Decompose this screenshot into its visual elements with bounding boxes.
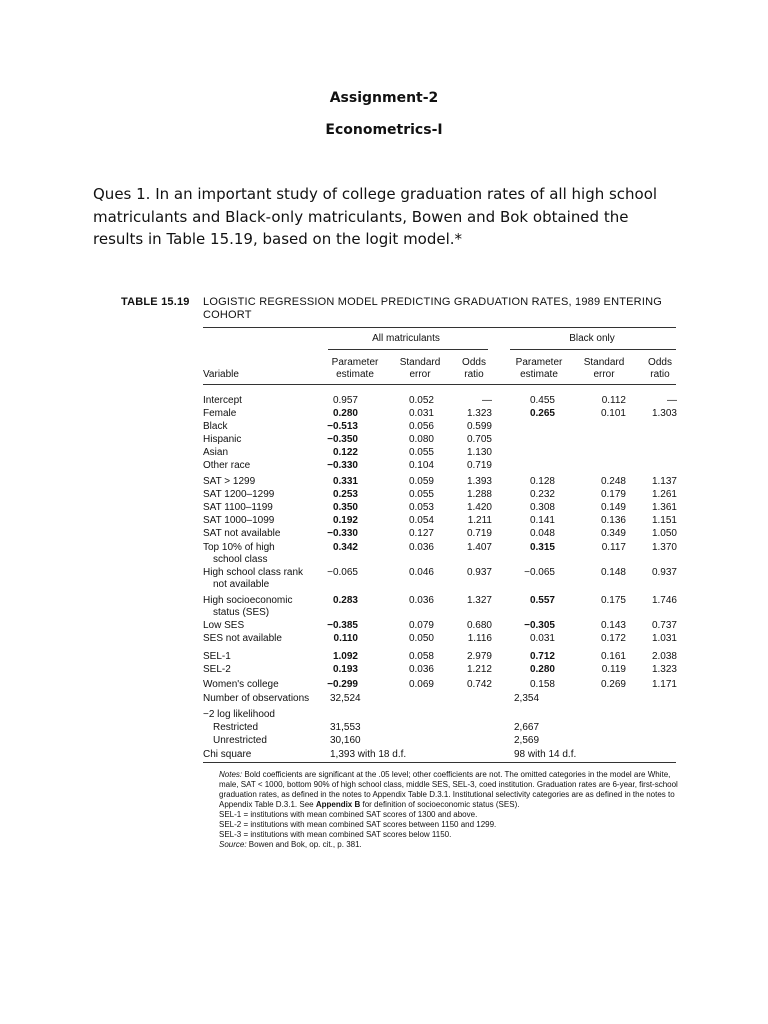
cell-se-black: 0.148 [600, 567, 626, 578]
notes-tail: for definition of socioeconomic status (SES). [360, 800, 520, 809]
cell-se-black: 0.172 [600, 633, 626, 644]
cell-odds-black: 1.370 [651, 542, 677, 553]
cell-param-all: −0.513 [327, 421, 358, 432]
col-header-param-all: Parameter estimate [331, 357, 379, 380]
cell-param-black: 0.557 [529, 595, 555, 606]
cell-param-all: 0.331 [332, 476, 358, 487]
cell-se-all: 0.059 [408, 476, 434, 487]
cell-variable: SAT > 1299 [203, 476, 256, 487]
cell-odds-all: 1.130 [466, 447, 492, 458]
cell-odds-black: 1.323 [651, 664, 677, 675]
cell-se-all: 0.127 [408, 528, 434, 539]
cell-odds-black: 1.361 [651, 502, 677, 513]
assignment-title: Assignment-2 [329, 90, 439, 106]
table-label: TABLE 15.19 [121, 296, 190, 308]
cell-se-all: 0.036 [408, 664, 434, 675]
cell-variable: SAT not available [203, 528, 281, 539]
source-label: Source: [219, 840, 247, 849]
cell-variable: Top 10% of high [203, 542, 275, 553]
cell-se-all: 0.031 [408, 408, 434, 419]
cell-se-black: 0.269 [600, 679, 626, 690]
cell-odds-black: 2.038 [651, 651, 677, 662]
group-all-matriculants: All matriculants [372, 333, 440, 344]
cell-se-black: 0.149 [600, 502, 626, 513]
cell-param-all: 0.122 [332, 447, 358, 458]
cell-variable: Restricted [213, 722, 259, 733]
col-header-param-black: Parameter estimate [515, 357, 563, 380]
cell-se-black: 0.112 [601, 395, 626, 406]
cell-odds-all: — [482, 395, 492, 406]
cell-se-all: 0.050 [408, 633, 434, 644]
cell-param-black: 2,354 [514, 693, 540, 704]
note-sel2: SEL-2 = institutions with mean combined SAT scores between 1150 and 1299. [219, 820, 497, 829]
cell-variable: Number of observations [203, 693, 310, 704]
cell-se-all: 0.055 [408, 447, 434, 458]
cell-param-black: −0.065 [524, 567, 555, 578]
cell-variable: Unrestricted [213, 735, 267, 746]
col-header-odds-black: Odds ratio [648, 357, 672, 380]
cell-odds-black: 1.303 [651, 408, 677, 419]
cell-param-black: 0.280 [529, 664, 555, 675]
table-notes [203, 770, 683, 850]
cell-odds-all: 0.937 [466, 567, 492, 578]
cell-odds-black: 1.137 [651, 476, 677, 487]
cell-param-black: 0.158 [529, 679, 555, 690]
cell-variable: Female [203, 408, 237, 419]
cell-se-all: 0.056 [408, 421, 434, 432]
cell-odds-all: 1.393 [466, 476, 492, 487]
cell-param-all: 0.350 [332, 502, 358, 513]
col-header-odds-all: Odds ratio [462, 357, 486, 380]
cell-odds-all: 0.599 [466, 421, 492, 432]
cell-se-black: 0.119 [601, 664, 626, 675]
cell-param-black: 0.308 [529, 502, 555, 513]
cell-variable: Black [203, 421, 228, 432]
cell-param-black: 0.232 [529, 489, 555, 500]
cell-param-all: 0.253 [332, 489, 358, 500]
cell-variable: Intercept [203, 395, 242, 406]
cell-odds-black: 1.031 [651, 633, 677, 644]
cell-odds-black: 1.171 [651, 679, 677, 690]
cell-param-all: 0.957 [332, 395, 358, 406]
cell-param-black: 0.455 [529, 395, 555, 406]
cell-se-all: 0.069 [408, 679, 434, 690]
cell-variable: SAT 1100–1199 [203, 502, 273, 513]
cell-param-all: 0.280 [332, 408, 358, 419]
cell-se-black: 0.117 [601, 542, 626, 553]
col-header-se-all: Standard error [399, 357, 441, 380]
source-text: Bowen and Bok, op. cit., p. 381. [246, 840, 362, 849]
cell-param-all: −0.330 [327, 460, 358, 471]
cell-variable: High socioeconomic [203, 595, 293, 606]
cell-variable: Women's college [203, 679, 279, 690]
notes-text: Bold coefficients are significant at the .05 level; other coefficients are not. The omitted categories in the model are White, male, SAT < 1000, bottom 90% of high school class, middle SES, SEL-3, coed institution. Graduation rates are 6-year, first-school graduation rates, as defined in the notes to Appendix Table D.3.1. Institutional selectivity categories are as defined in the notes to Appendix Table D.3.1. See [219, 770, 678, 809]
table-title: LOGISTIC REGRESSION MODEL PREDICTING GRADUATION RATES, 1989 ENTERING COHORT [203, 296, 662, 321]
cell-se-all: 0.046 [408, 567, 434, 578]
cell-variable: High school class rank [203, 567, 304, 578]
cell-odds-all: 1.407 [466, 542, 492, 553]
cell-odds-all: 2.979 [466, 651, 492, 662]
cell-se-black: 0.136 [600, 515, 626, 526]
cell-variable-continued: not available [213, 579, 270, 590]
cell-param-black: 0.141 [529, 515, 555, 526]
cell-param-all: −0.299 [327, 679, 358, 690]
cell-odds-all: 0.719 [466, 460, 492, 471]
cell-odds-all: 1.323 [466, 408, 492, 419]
cell-se-all: 0.104 [408, 460, 434, 471]
cell-odds-all: 1.288 [466, 489, 492, 500]
cell-variable: SEL-2 [203, 664, 231, 675]
cell-variable: Hispanic [203, 434, 242, 445]
note-sel1: SEL-1 = institutions with mean combined SAT scores of 1300 and above. [219, 810, 478, 819]
cell-odds-all: 0.742 [466, 679, 492, 690]
cell-param-all: 0.193 [332, 664, 358, 675]
cell-odds-black: — [667, 395, 677, 406]
cell-param-black: 0.128 [529, 476, 555, 487]
header-bottom-rule [203, 384, 676, 385]
cell-se-all: 0.036 [408, 542, 434, 553]
cell-odds-black: 0.937 [651, 567, 677, 578]
question-text: Ques 1. In an important study of college graduation rates of all high school matriculants and Black-only matriculants, Bowen and Bok obtained the results in Table 15.19, based on the logit model.* [93, 185, 658, 248]
course-title: Econometrics-I [325, 122, 443, 138]
cell-variable: Other race [203, 460, 251, 471]
cell-param-all: 1.092 [332, 651, 358, 662]
cell-variable: SES not available [203, 633, 282, 644]
cell-se-black: 0.349 [600, 528, 626, 539]
group-black-rule [510, 349, 676, 350]
cell-param-all: −0.385 [327, 620, 358, 631]
cell-param-black: 0.712 [529, 651, 555, 662]
cell-se-all: 0.053 [408, 502, 434, 513]
cell-param-black: 2,667 [514, 722, 540, 733]
table-bottom-rule [203, 762, 676, 763]
cell-se-all: 0.052 [408, 395, 434, 406]
cell-se-all: 0.058 [408, 651, 434, 662]
cell-param-all: 32,524 [330, 693, 361, 704]
cell-odds-black: 1.261 [651, 489, 677, 500]
cell-param-all: 0.192 [332, 515, 358, 526]
col-header-variable: Variable [203, 369, 239, 380]
cell-se-black: 0.248 [600, 476, 626, 487]
cell-param-all: 31,553 [330, 722, 361, 733]
cell-odds-all: 0.719 [466, 528, 492, 539]
cell-se-black: 0.143 [600, 620, 626, 631]
cell-param-all: −0.330 [327, 528, 358, 539]
cell-param-all: −0.350 [327, 434, 358, 445]
cell-variable: SAT 1200–1299 [203, 489, 275, 500]
col-header-se-black: Standard error [583, 357, 625, 380]
appendix-ref: Appendix B [315, 800, 361, 809]
cell-se-all: 0.036 [408, 595, 434, 606]
cell-odds-black: 1.050 [651, 528, 677, 539]
cell-odds-all: 1.420 [466, 502, 492, 513]
cell-param-black: 98 with 14 d.f. [514, 749, 577, 760]
note-sel3: SEL-3 = institutions with mean combined SAT scores below 1150. [219, 830, 452, 839]
cell-param-all: 0.110 [333, 633, 358, 644]
cell-variable: Low SES [203, 620, 245, 631]
cell-param-all: 0.342 [332, 542, 358, 553]
cell-se-black: 0.101 [600, 408, 626, 419]
cell-param-black: 0.265 [529, 408, 555, 419]
cell-odds-black: 1.746 [651, 595, 677, 606]
cell-param-black: 0.048 [529, 528, 555, 539]
cell-variable: Asian [203, 447, 229, 458]
cell-variable: SAT 1000–1099 [203, 515, 275, 526]
cell-odds-black: 1.151 [651, 515, 677, 526]
cell-param-all: −0.065 [327, 567, 358, 578]
cell-se-black: 0.179 [600, 489, 626, 500]
cell-variable: SEL-1 [203, 651, 231, 662]
cell-param-all: 1,393 with 18 d.f. [330, 749, 407, 760]
cell-se-all: 0.055 [408, 489, 434, 500]
cell-param-black: 2,569 [514, 735, 540, 746]
cell-param-black: 0.031 [529, 633, 555, 644]
group-black-only: Black only [569, 333, 615, 344]
cell-odds-all: 1.212 [466, 664, 492, 675]
cell-odds-all: 1.211 [467, 515, 492, 526]
cell-se-all: 0.080 [408, 434, 434, 445]
cell-variable: −2 log likelihood [203, 709, 275, 720]
notes-label: Notes: [219, 770, 243, 779]
cell-param-all: 0.283 [332, 595, 358, 606]
cell-se-black: 0.175 [600, 595, 626, 606]
cell-odds-all: 0.680 [466, 620, 492, 631]
cell-param-all: 30,160 [330, 735, 361, 746]
cell-param-black: −0.305 [524, 620, 555, 631]
cell-variable-continued: status (SES) [213, 607, 270, 618]
cell-odds-all: 0.705 [466, 434, 492, 445]
table-top-rule [203, 327, 676, 328]
cell-variable-continued: school class [213, 554, 268, 565]
cell-param-black: 0.315 [529, 542, 555, 553]
cell-se-all: 0.054 [408, 515, 434, 526]
cell-se-all: 0.079 [408, 620, 434, 631]
cell-se-black: 0.161 [600, 651, 626, 662]
cell-odds-all: 1.327 [466, 595, 492, 606]
cell-odds-black: 0.737 [651, 620, 677, 631]
cell-odds-all: 1.116 [467, 633, 492, 644]
cell-variable: Chi square [203, 749, 252, 760]
group-all-rule [328, 349, 488, 350]
